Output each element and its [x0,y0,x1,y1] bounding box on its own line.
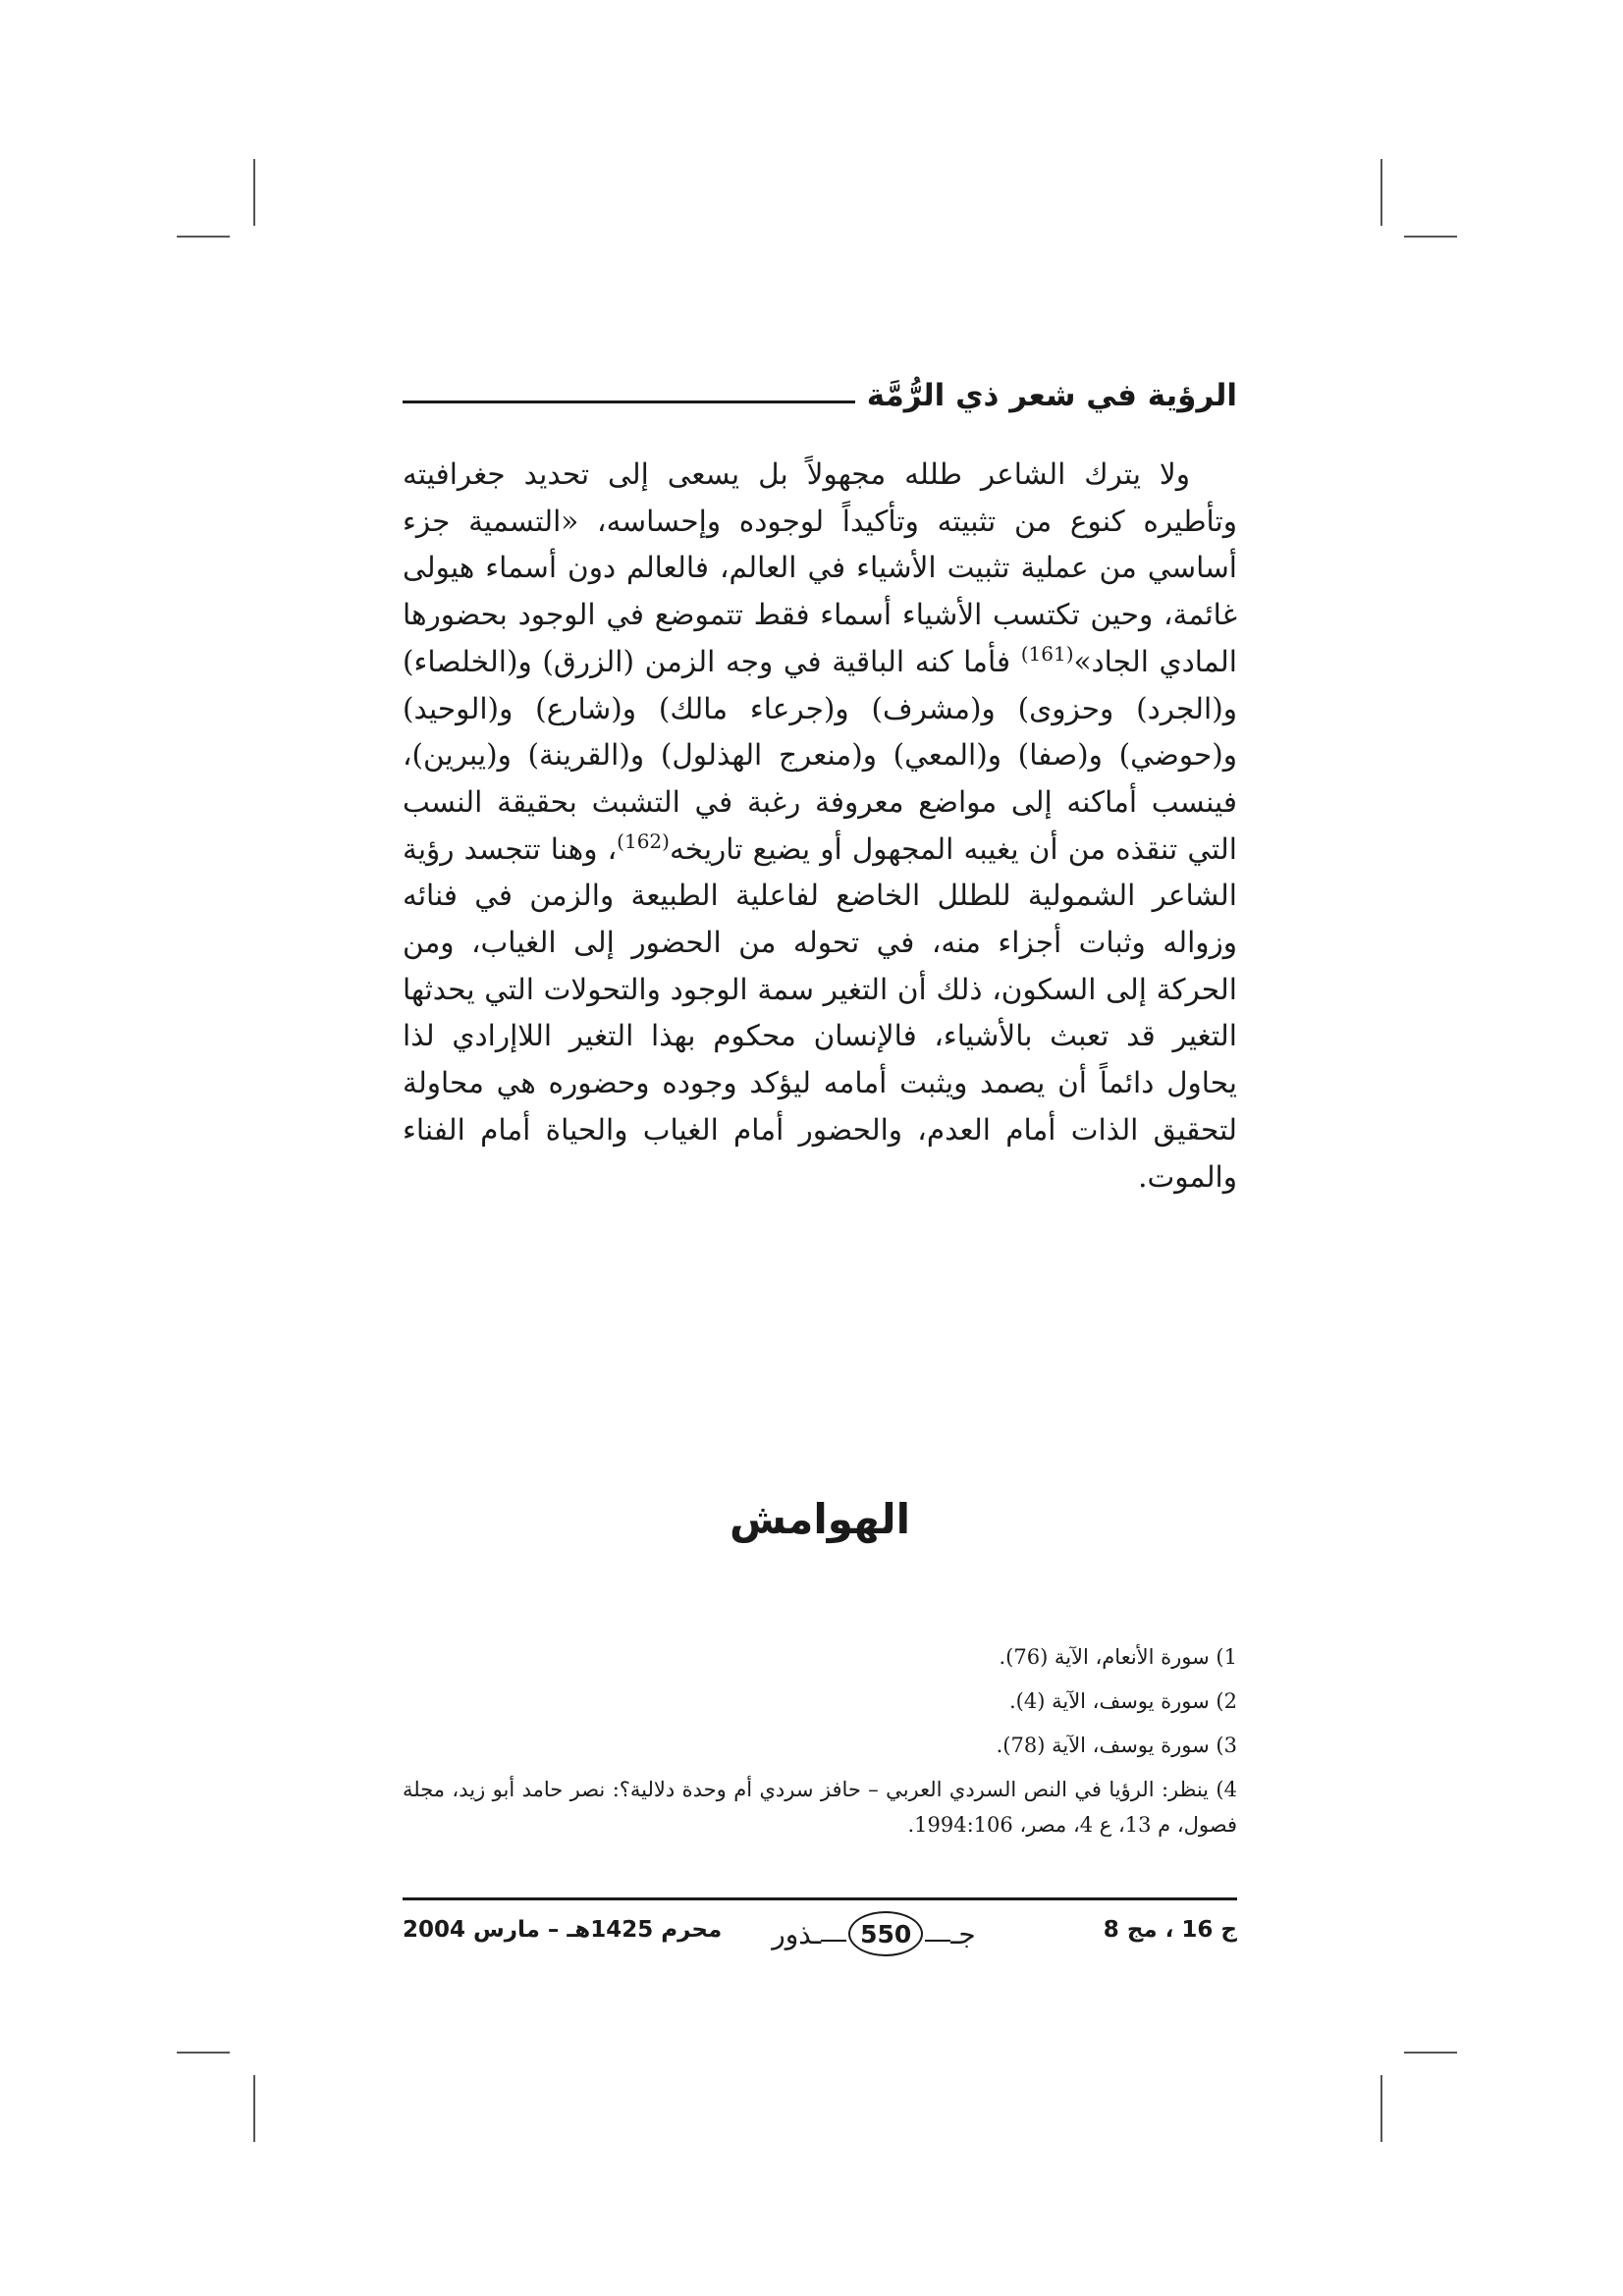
crop-mark [253,2075,255,2142]
body-paragraph [403,452,1237,1201]
footnote-ref-161[interactable]: (161) [1020,641,1074,666]
crop-mark [253,159,255,226]
running-head-rule [403,400,855,403]
note-item: 3) سورة يوسف، الآية (78). [996,1734,1237,1757]
journal-name-right: جـ [950,1917,976,1950]
body-segment-1: ولا يترك الشاعر طلله مجهولاً بل يسعى إلى تحديد جغرافيته وتأطيره كنوع من تثبيته وتأكيداً لوجوده وإحساسه، «التسمية جزء أساسي من عملية تثبيت الأشياء في العالم، فالعالم دون أسماء هيولى غائمة، وحين تكتسب الأشياء أسماء فقط تتموضع في الوجود بحضورها المادي الجاد» [403,457,1237,678]
page-number: 550 [848,1911,923,1956]
journal-logo-line [925,1940,950,1942]
note-item: 2) سورة يوسف، الآية (4). [1008,1689,1237,1713]
notes-heading: الهوامش [730,1494,910,1543]
journal-name-left: ـذور [772,1917,822,1950]
page-footer [403,1909,1237,1968]
running-head-title: الرؤية في شعر ذي الرُّمَّة [866,378,1237,413]
body-segment-2: فأما كنه الباقية في وجه الزمن (الزرق) و(الخلصاء) و(الجرد) وحزوى) و(مشرف) و(جرعاء مالك) و(شارع) و(الوحيد) و(حوضي) و(صفا) و(المعي) و(منعرج الهذلول) و(القرينة) و(يبرين)، فينسب أماكنه إلى مواضع معروفة رغبة في التشبث بحقيقة النسب التي تنقذه من أن يغيبه المجهول أو يضيع تاريخه [403,644,1237,866]
crop-mark [1404,236,1457,238]
journal-logo [761,1909,987,1958]
note-item: 4) ينظر: الرؤيا في النص السردي العربي – حافز سردي أم وحدة دلالية؟: نصر حامد أبو زيد، مجلة فصول، م 13، ع 4، مصر، 1994:106. [403,1778,1237,1837]
crop-mark [1380,159,1382,226]
note-item: 1) سورة الأنعام، الآية (76). [999,1645,1237,1669]
body-text [403,452,1237,1201]
footnote-ref-162[interactable]: (162) [617,828,670,853]
journal-logo-line [821,1940,846,1942]
issue-date: محرم 1425هـ – مارس 2004 [403,1917,723,1943]
crop-mark [1404,2052,1457,2054]
crop-mark [1380,2075,1382,2142]
running-head [403,371,1237,420]
notes-list [403,1639,1237,1851]
footer-rule [403,1897,1237,1900]
crop-mark [177,236,230,238]
issue-volume: ج 16 ، مج 8 [1103,1917,1237,1943]
crop-mark [177,2052,230,2054]
body-segment-3: ، وهنا تتجسد رؤية الشاعر الشمولية للطلل الخاضع لفاعلية الطبيعة والزمن في فنائه وزواله وثبات أجزاء منه، في تحوله من الحضور إلى الغياب، ومن الحركة إلى السكون، ذلك أن التغير سمة الوجود والتحولات التي يحدثها التغير قد تعبث بالأشياء، فالإنسان محكوم بهذا التغير اللاإرادي لذا يحاول دائماً أن يصمد ويثبت أمامه ليؤكد وجوده وحضوره هي محاولة لتحقيق الذات أمام العدم، والحضور أمام الغياب والحياة أمام الفناء والموت. [403,831,1237,1194]
